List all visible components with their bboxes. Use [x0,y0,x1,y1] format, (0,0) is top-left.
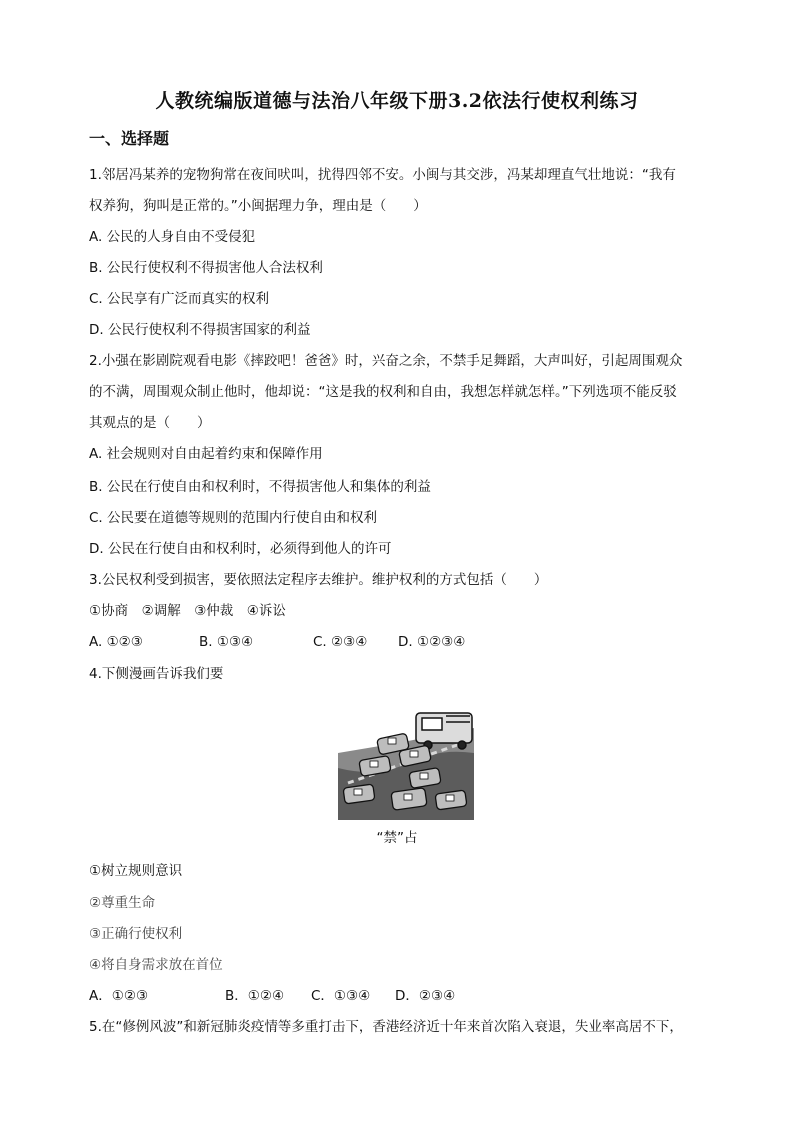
q4-option-d: D．②③④ [395,988,456,1004]
q3-options [89,632,465,652]
q2-stem-line2: 的不满，周围观众制止他时，他却说：“这是我的权利和自由，我想怎样就怎样。”下列选项不能反驳 [89,384,677,400]
document-title: 人教统编版道德与法治八年级下册3.2依法行使权利练习 [155,90,639,112]
fire-truck [416,713,472,749]
q2-option-a: A. 社会规则对自由起着约束和保障作用 [89,446,323,462]
q1-option-a: A. 公民的人身自由不受侵犯 [89,229,256,245]
q3-option-d: D. ①②③④ [398,634,466,650]
q4-item-4: ④将自身需求放在首位 [89,957,223,973]
q1-option-c: C. 公民享有广泛而真实的权利 [89,291,270,307]
section-heading: 一、选择题 [89,129,170,148]
q1-stem-line1: 1.邻居冯某养的宠物狗常在夜间吠叫，扰得四邻不安。小闽与其交涉，冯某却理直气壮地说：“我有 [89,167,676,183]
q1-option-d: D. 公民行使权利不得损害国家的利益 [89,322,311,338]
figure-caption: “禁”占 [376,830,418,846]
q4-item-2: ②尊重生命 [89,895,156,911]
q4-item-1: ①树立规则意识 [89,863,183,879]
q2-stem-line1: 2.小强在影剧院观看电影《摔跤吧！爸爸》时，兴奋之余，不禁手足舞蹈，大声叫好，引起周围观众 [89,353,683,369]
q4-stem: 4.下侧漫画告诉我们要 [89,666,224,682]
q2-stem-line3: 其观点的是（ ） [89,415,211,431]
q3-option-b: B. ①③④ [199,634,254,650]
q3-items: ①协商 ②调解 ③仲裁 ④诉讼 [89,603,286,619]
q1-stem-line2: 权养狗，狗叫是正常的。”小闽据理力争，理由是（ ） [89,198,427,214]
q2-option-b: B. 公民在行使自由和权利时，不得损害他人和集体的利益 [89,479,431,495]
q4-option-a: A．①②③ [89,988,149,1004]
q4-option-b: B．①②④ [225,988,285,1004]
q4-item-3: ③正确行使权利 [89,926,183,942]
q4-options [89,986,455,1006]
q2-option-d: D. 公民在行使自由和权利时，必须得到他人的许可 [89,541,392,557]
q4-option-c: C．①③④ [311,988,371,1004]
q2-option-c: C. 公民要在道德等规则的范围内行使自由和权利 [89,510,378,526]
q3-stem: 3.公民权利受到损害，要依照法定程序去维护。维护权利的方式包括（ ） [89,572,548,588]
cartoon-image [338,708,474,820]
q5-stem-line1: 5.在“修例风波”和新冠肺炎疫情等多重打击下，香港经济近十年来首次陷入衰退，失业率高居不下， [89,1019,683,1035]
q1-option-b: B. 公民行使权利不得损害他人合法权利 [89,260,323,276]
q3-option-c: C. ②③④ [313,634,368,650]
q3-option-a: A. ①②③ [89,634,143,650]
